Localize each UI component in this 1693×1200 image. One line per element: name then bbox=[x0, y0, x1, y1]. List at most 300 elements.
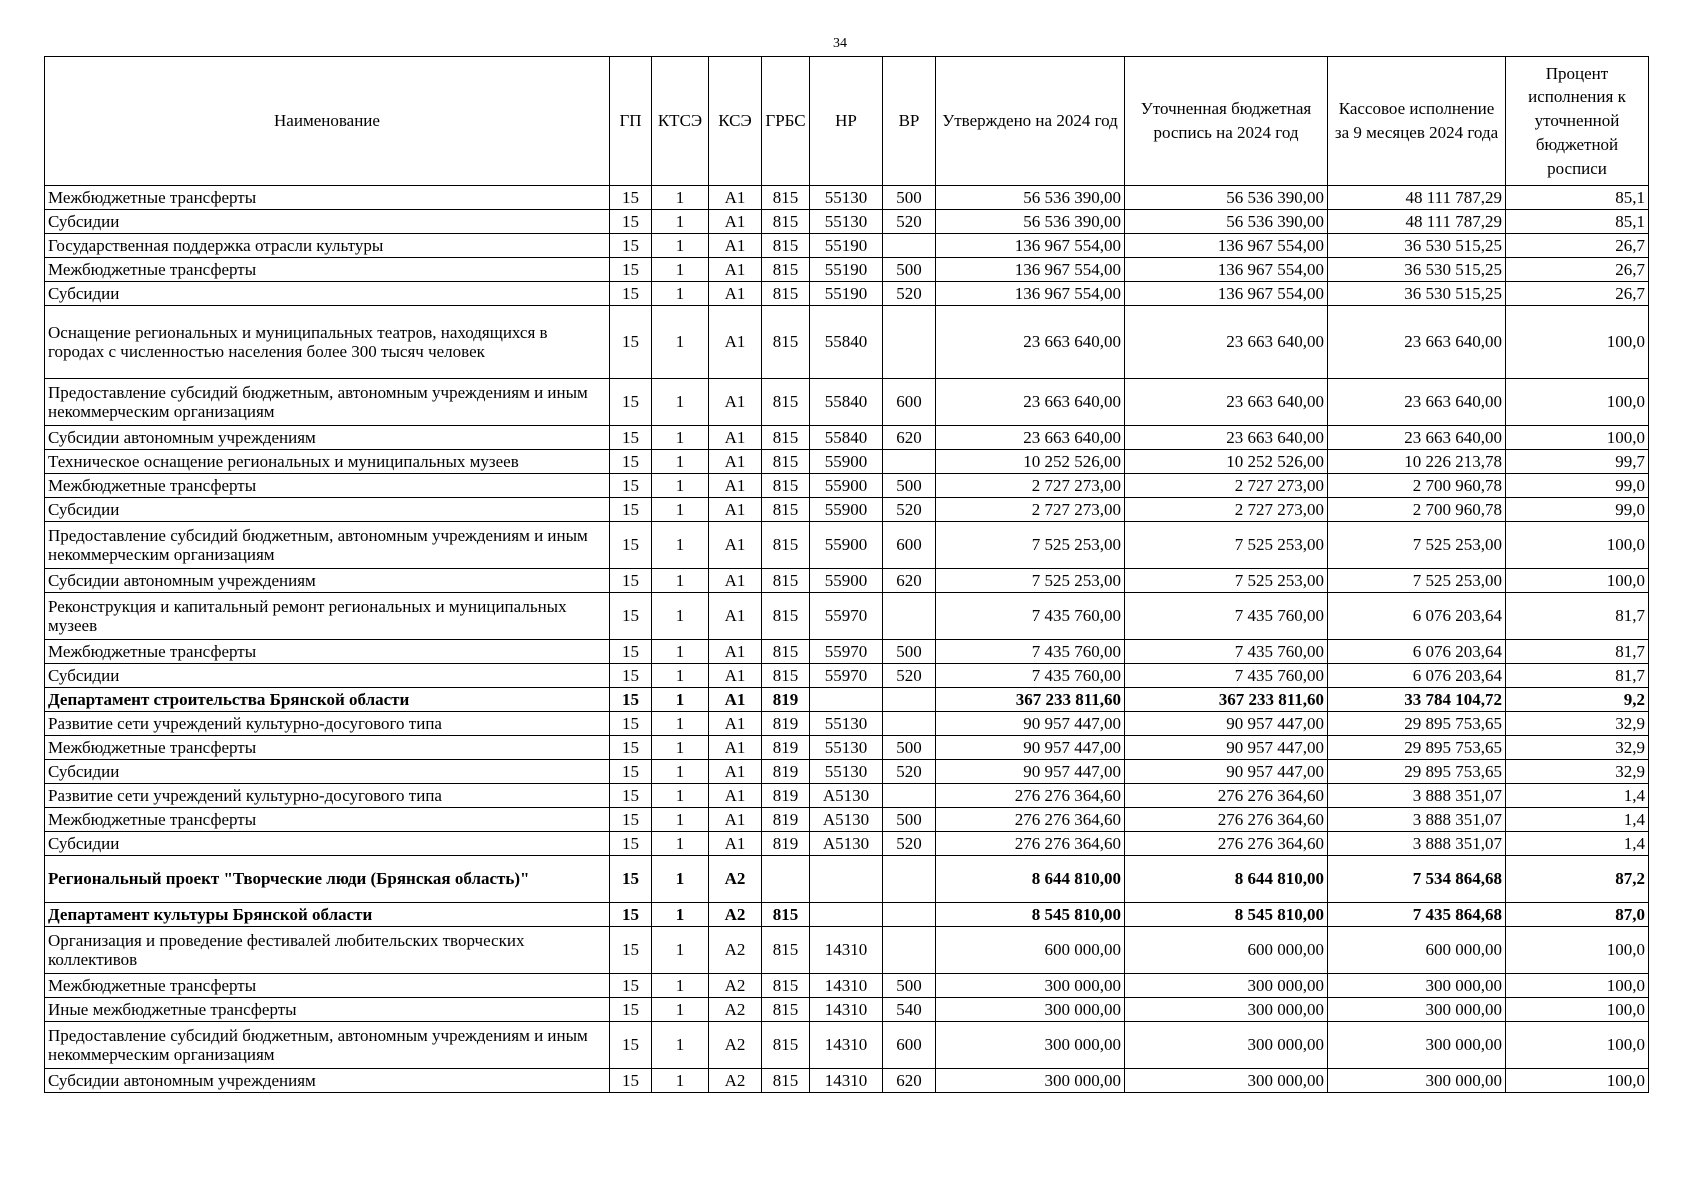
cell-executed: 29 895 753,65 bbox=[1328, 760, 1506, 784]
cell-percent: 81,7 bbox=[1506, 640, 1649, 664]
cell-kse: А1 bbox=[709, 474, 762, 498]
cell-approved: 10 252 526,00 bbox=[936, 450, 1125, 474]
table-row bbox=[45, 760, 1649, 784]
header-kse: КСЭ bbox=[709, 57, 762, 186]
cell-executed: 29 895 753,65 bbox=[1328, 712, 1506, 736]
cell-executed: 2 700 960,78 bbox=[1328, 498, 1506, 522]
cell-kse: А1 bbox=[709, 569, 762, 593]
cell-vr: 620 bbox=[883, 569, 936, 593]
cell-approved: 56 536 390,00 bbox=[936, 186, 1125, 210]
cell-gp: 15 bbox=[610, 688, 652, 712]
cell-gp: 15 bbox=[610, 593, 652, 640]
table-body bbox=[45, 186, 1649, 1093]
cell-grbs: 815 bbox=[762, 234, 810, 258]
cell-vr: 500 bbox=[883, 640, 936, 664]
cell-approved: 300 000,00 bbox=[936, 1022, 1125, 1069]
cell-nr: 55190 bbox=[810, 258, 883, 282]
cell-ktse: 1 bbox=[652, 379, 709, 426]
table-row bbox=[45, 927, 1649, 974]
cell-revised: 7 525 253,00 bbox=[1125, 522, 1328, 569]
header-executed: Кассовое исполнение за 9 месяцев 2024 года bbox=[1328, 57, 1506, 186]
table-row bbox=[45, 474, 1649, 498]
cell-gp: 15 bbox=[610, 927, 652, 974]
cell-nr: 55190 bbox=[810, 282, 883, 306]
cell-ktse: 1 bbox=[652, 306, 709, 379]
table-row bbox=[45, 498, 1649, 522]
cell-gp: 15 bbox=[610, 282, 652, 306]
table-row bbox=[45, 258, 1649, 282]
cell-gp: 15 bbox=[610, 808, 652, 832]
table-row bbox=[45, 856, 1649, 903]
cell-executed: 7 435 864,68 bbox=[1328, 903, 1506, 927]
cell-approved: 7 525 253,00 bbox=[936, 569, 1125, 593]
cell-ktse: 1 bbox=[652, 832, 709, 856]
cell-ktse: 1 bbox=[652, 186, 709, 210]
cell-gp: 15 bbox=[610, 832, 652, 856]
cell-grbs: 815 bbox=[762, 522, 810, 569]
cell-name: Иные межбюджетные трансферты bbox=[45, 998, 610, 1022]
cell-nr: 55970 bbox=[810, 664, 883, 688]
cell-approved: 7 435 760,00 bbox=[936, 640, 1125, 664]
cell-ktse: 1 bbox=[652, 903, 709, 927]
cell-executed: 300 000,00 bbox=[1328, 974, 1506, 998]
cell-percent: 81,7 bbox=[1506, 664, 1649, 688]
cell-grbs: 815 bbox=[762, 998, 810, 1022]
cell-nr: 55900 bbox=[810, 498, 883, 522]
cell-name: Субсидии bbox=[45, 282, 610, 306]
cell-ktse: 1 bbox=[652, 282, 709, 306]
cell-gp: 15 bbox=[610, 379, 652, 426]
cell-approved: 300 000,00 bbox=[936, 974, 1125, 998]
cell-ktse: 1 bbox=[652, 808, 709, 832]
table-row bbox=[45, 569, 1649, 593]
cell-gp: 15 bbox=[610, 736, 652, 760]
cell-executed: 6 076 203,64 bbox=[1328, 640, 1506, 664]
cell-kse: А1 bbox=[709, 522, 762, 569]
cell-executed: 6 076 203,64 bbox=[1328, 664, 1506, 688]
cell-grbs: 819 bbox=[762, 832, 810, 856]
table-row bbox=[45, 688, 1649, 712]
cell-approved: 7 525 253,00 bbox=[936, 522, 1125, 569]
cell-percent: 100,0 bbox=[1506, 426, 1649, 450]
cell-grbs: 815 bbox=[762, 450, 810, 474]
cell-revised: 300 000,00 bbox=[1125, 974, 1328, 998]
cell-grbs: 819 bbox=[762, 760, 810, 784]
cell-gp: 15 bbox=[610, 522, 652, 569]
cell-vr: 520 bbox=[883, 282, 936, 306]
cell-grbs: 819 bbox=[762, 808, 810, 832]
cell-approved: 90 957 447,00 bbox=[936, 712, 1125, 736]
cell-kse: А2 bbox=[709, 903, 762, 927]
cell-ktse: 1 bbox=[652, 784, 709, 808]
cell-ktse: 1 bbox=[652, 736, 709, 760]
cell-approved: 276 276 364,60 bbox=[936, 808, 1125, 832]
cell-ktse: 1 bbox=[652, 998, 709, 1022]
cell-vr bbox=[883, 712, 936, 736]
cell-executed: 300 000,00 bbox=[1328, 1069, 1506, 1093]
table-row bbox=[45, 640, 1649, 664]
table-row bbox=[45, 306, 1649, 379]
cell-vr: 520 bbox=[883, 664, 936, 688]
cell-nr: 55900 bbox=[810, 450, 883, 474]
cell-grbs: 819 bbox=[762, 688, 810, 712]
cell-executed: 36 530 515,25 bbox=[1328, 282, 1506, 306]
header-gp: ГП bbox=[610, 57, 652, 186]
cell-revised: 300 000,00 bbox=[1125, 1022, 1328, 1069]
cell-ktse: 1 bbox=[652, 450, 709, 474]
cell-name: Субсидии автономным учреждениям bbox=[45, 426, 610, 450]
cell-ktse: 1 bbox=[652, 498, 709, 522]
cell-executed: 23 663 640,00 bbox=[1328, 306, 1506, 379]
cell-percent: 100,0 bbox=[1506, 974, 1649, 998]
cell-name: Развитие сети учреждений культурно-досугового типа bbox=[45, 712, 610, 736]
cell-vr: 500 bbox=[883, 186, 936, 210]
cell-vr bbox=[883, 927, 936, 974]
table-row bbox=[45, 426, 1649, 450]
header-nr: НР bbox=[810, 57, 883, 186]
cell-nr: 55840 bbox=[810, 306, 883, 379]
cell-executed: 36 530 515,25 bbox=[1328, 258, 1506, 282]
cell-vr: 500 bbox=[883, 258, 936, 282]
cell-executed: 48 111 787,29 bbox=[1328, 186, 1506, 210]
cell-grbs: 815 bbox=[762, 306, 810, 379]
cell-gp: 15 bbox=[610, 760, 652, 784]
cell-gp: 15 bbox=[610, 210, 652, 234]
cell-name: Предоставление субсидий бюджетным, автономным учреждениям и иным некоммерческим организациям bbox=[45, 379, 610, 426]
cell-vr bbox=[883, 234, 936, 258]
cell-name: Развитие сети учреждений культурно-досугового типа bbox=[45, 784, 610, 808]
cell-name: Межбюджетные трансферты bbox=[45, 808, 610, 832]
cell-percent: 99,0 bbox=[1506, 474, 1649, 498]
cell-vr bbox=[883, 593, 936, 640]
cell-approved: 23 663 640,00 bbox=[936, 426, 1125, 450]
cell-executed: 6 076 203,64 bbox=[1328, 593, 1506, 640]
cell-vr: 620 bbox=[883, 1069, 936, 1093]
table-row bbox=[45, 1069, 1649, 1093]
table-row bbox=[45, 210, 1649, 234]
cell-revised: 2 727 273,00 bbox=[1125, 498, 1328, 522]
cell-grbs: 815 bbox=[762, 903, 810, 927]
cell-percent: 85,1 bbox=[1506, 210, 1649, 234]
cell-kse: А1 bbox=[709, 379, 762, 426]
cell-executed: 3 888 351,07 bbox=[1328, 832, 1506, 856]
cell-name: Субсидии bbox=[45, 498, 610, 522]
cell-kse: А1 bbox=[709, 593, 762, 640]
cell-approved: 23 663 640,00 bbox=[936, 379, 1125, 426]
cell-executed: 300 000,00 bbox=[1328, 998, 1506, 1022]
cell-revised: 276 276 364,60 bbox=[1125, 784, 1328, 808]
cell-name: Межбюджетные трансферты bbox=[45, 974, 610, 998]
cell-grbs: 815 bbox=[762, 379, 810, 426]
cell-revised: 136 967 554,00 bbox=[1125, 258, 1328, 282]
cell-gp: 15 bbox=[610, 998, 652, 1022]
cell-name: Субсидии автономным учреждениям bbox=[45, 1069, 610, 1093]
cell-grbs: 815 bbox=[762, 927, 810, 974]
cell-grbs: 819 bbox=[762, 784, 810, 808]
cell-kse: А1 bbox=[709, 426, 762, 450]
cell-gp: 15 bbox=[610, 903, 652, 927]
cell-revised: 300 000,00 bbox=[1125, 998, 1328, 1022]
header-revised: Уточненная бюджетная роспись на 2024 год bbox=[1125, 57, 1328, 186]
cell-nr: 14310 bbox=[810, 974, 883, 998]
cell-nr: 55840 bbox=[810, 379, 883, 426]
cell-nr: 55970 bbox=[810, 640, 883, 664]
cell-kse: А1 bbox=[709, 640, 762, 664]
cell-name: Предоставление субсидий бюджетным, автономным учреждениям и иным некоммерческим организациям bbox=[45, 1022, 610, 1069]
cell-grbs bbox=[762, 856, 810, 903]
cell-approved: 8 644 810,00 bbox=[936, 856, 1125, 903]
cell-grbs: 815 bbox=[762, 569, 810, 593]
cell-percent: 1,4 bbox=[1506, 832, 1649, 856]
cell-gp: 15 bbox=[610, 974, 652, 998]
cell-kse: А2 bbox=[709, 856, 762, 903]
cell-vr: 600 bbox=[883, 379, 936, 426]
cell-ktse: 1 bbox=[652, 640, 709, 664]
table-row bbox=[45, 784, 1649, 808]
cell-nr: 14310 bbox=[810, 1069, 883, 1093]
cell-approved: 600 000,00 bbox=[936, 927, 1125, 974]
cell-ktse: 1 bbox=[652, 522, 709, 569]
cell-grbs: 815 bbox=[762, 664, 810, 688]
cell-vr: 520 bbox=[883, 760, 936, 784]
cell-gp: 15 bbox=[610, 450, 652, 474]
cell-nr bbox=[810, 903, 883, 927]
cell-percent: 85,1 bbox=[1506, 186, 1649, 210]
cell-nr: 55840 bbox=[810, 426, 883, 450]
cell-vr: 540 bbox=[883, 998, 936, 1022]
cell-nr: 55900 bbox=[810, 569, 883, 593]
cell-revised: 10 252 526,00 bbox=[1125, 450, 1328, 474]
cell-percent: 100,0 bbox=[1506, 379, 1649, 426]
cell-vr: 520 bbox=[883, 832, 936, 856]
cell-approved: 276 276 364,60 bbox=[936, 784, 1125, 808]
cell-kse: А1 bbox=[709, 736, 762, 760]
cell-kse: А1 bbox=[709, 306, 762, 379]
cell-percent: 100,0 bbox=[1506, 998, 1649, 1022]
table-header-row bbox=[45, 57, 1649, 186]
cell-ktse: 1 bbox=[652, 664, 709, 688]
cell-grbs: 815 bbox=[762, 974, 810, 998]
cell-revised: 23 663 640,00 bbox=[1125, 306, 1328, 379]
cell-approved: 90 957 447,00 bbox=[936, 736, 1125, 760]
table-row bbox=[45, 998, 1649, 1022]
cell-name: Межбюджетные трансферты bbox=[45, 258, 610, 282]
cell-percent: 26,7 bbox=[1506, 282, 1649, 306]
cell-kse: А2 bbox=[709, 1069, 762, 1093]
cell-vr bbox=[883, 450, 936, 474]
cell-vr: 500 bbox=[883, 974, 936, 998]
cell-gp: 15 bbox=[610, 569, 652, 593]
cell-executed: 2 700 960,78 bbox=[1328, 474, 1506, 498]
cell-ktse: 1 bbox=[652, 760, 709, 784]
cell-revised: 56 536 390,00 bbox=[1125, 210, 1328, 234]
cell-ktse: 1 bbox=[652, 688, 709, 712]
cell-executed: 23 663 640,00 bbox=[1328, 379, 1506, 426]
header-grbs: ГРБС bbox=[762, 57, 810, 186]
cell-approved: 136 967 554,00 bbox=[936, 234, 1125, 258]
cell-kse: А1 bbox=[709, 784, 762, 808]
cell-vr bbox=[883, 688, 936, 712]
cell-gp: 15 bbox=[610, 306, 652, 379]
cell-approved: 7 435 760,00 bbox=[936, 593, 1125, 640]
cell-percent: 100,0 bbox=[1506, 1022, 1649, 1069]
cell-kse: А1 bbox=[709, 210, 762, 234]
cell-revised: 8 644 810,00 bbox=[1125, 856, 1328, 903]
cell-approved: 300 000,00 bbox=[936, 998, 1125, 1022]
cell-kse: А1 bbox=[709, 234, 762, 258]
cell-name: Межбюджетные трансферты bbox=[45, 640, 610, 664]
cell-percent: 87,0 bbox=[1506, 903, 1649, 927]
cell-kse: А1 bbox=[709, 258, 762, 282]
cell-gp: 15 bbox=[610, 712, 652, 736]
table-row bbox=[45, 903, 1649, 927]
cell-name: Департамент культуры Брянской области bbox=[45, 903, 610, 927]
cell-gp: 15 bbox=[610, 664, 652, 688]
cell-grbs: 819 bbox=[762, 712, 810, 736]
cell-revised: 90 957 447,00 bbox=[1125, 712, 1328, 736]
cell-kse: А1 bbox=[709, 832, 762, 856]
cell-gp: 15 bbox=[610, 498, 652, 522]
header-percent: Процент исполнения к уточненной бюджетной росписи bbox=[1506, 57, 1649, 186]
cell-gp: 15 bbox=[610, 186, 652, 210]
cell-ktse: 1 bbox=[652, 927, 709, 974]
table-row bbox=[45, 736, 1649, 760]
cell-name: Межбюджетные трансферты bbox=[45, 474, 610, 498]
cell-kse: А2 bbox=[709, 1022, 762, 1069]
cell-name: Департамент строительства Брянской области bbox=[45, 688, 610, 712]
cell-revised: 7 435 760,00 bbox=[1125, 640, 1328, 664]
cell-nr: 55130 bbox=[810, 712, 883, 736]
cell-executed: 33 784 104,72 bbox=[1328, 688, 1506, 712]
cell-revised: 2 727 273,00 bbox=[1125, 474, 1328, 498]
cell-revised: 56 536 390,00 bbox=[1125, 186, 1328, 210]
cell-approved: 8 545 810,00 bbox=[936, 903, 1125, 927]
header-name: Наименование bbox=[45, 57, 610, 186]
cell-percent: 32,9 bbox=[1506, 712, 1649, 736]
cell-name: Субсидии bbox=[45, 210, 610, 234]
cell-percent: 1,4 bbox=[1506, 784, 1649, 808]
header-ktse: КТСЭ bbox=[652, 57, 709, 186]
cell-kse: А2 bbox=[709, 927, 762, 974]
cell-nr: 55900 bbox=[810, 522, 883, 569]
cell-percent: 32,9 bbox=[1506, 760, 1649, 784]
cell-nr: 14310 bbox=[810, 998, 883, 1022]
cell-percent: 100,0 bbox=[1506, 306, 1649, 379]
cell-nr: 55130 bbox=[810, 186, 883, 210]
cell-revised: 7 525 253,00 bbox=[1125, 569, 1328, 593]
cell-ktse: 1 bbox=[652, 569, 709, 593]
table-row bbox=[45, 522, 1649, 569]
budget-execution-table bbox=[44, 56, 1649, 1093]
cell-approved: 23 663 640,00 bbox=[936, 306, 1125, 379]
cell-gp: 15 bbox=[610, 258, 652, 282]
cell-vr bbox=[883, 306, 936, 379]
cell-percent: 26,7 bbox=[1506, 234, 1649, 258]
cell-vr: 600 bbox=[883, 522, 936, 569]
table-row bbox=[45, 664, 1649, 688]
cell-grbs: 815 bbox=[762, 474, 810, 498]
cell-gp: 15 bbox=[610, 1022, 652, 1069]
cell-executed: 3 888 351,07 bbox=[1328, 808, 1506, 832]
cell-executed: 7 534 864,68 bbox=[1328, 856, 1506, 903]
table-row bbox=[45, 808, 1649, 832]
cell-executed: 48 111 787,29 bbox=[1328, 210, 1506, 234]
cell-approved: 7 435 760,00 bbox=[936, 664, 1125, 688]
cell-nr: А5130 bbox=[810, 784, 883, 808]
cell-approved: 2 727 273,00 bbox=[936, 474, 1125, 498]
cell-ktse: 1 bbox=[652, 474, 709, 498]
cell-approved: 136 967 554,00 bbox=[936, 282, 1125, 306]
cell-grbs: 815 bbox=[762, 1069, 810, 1093]
cell-name: Региональный проект "Творческие люди (Брянская область)" bbox=[45, 856, 610, 903]
cell-revised: 8 545 810,00 bbox=[1125, 903, 1328, 927]
cell-revised: 7 435 760,00 bbox=[1125, 593, 1328, 640]
cell-nr: 55900 bbox=[810, 474, 883, 498]
cell-gp: 15 bbox=[610, 856, 652, 903]
cell-approved: 300 000,00 bbox=[936, 1069, 1125, 1093]
cell-ktse: 1 bbox=[652, 712, 709, 736]
cell-nr: 55130 bbox=[810, 210, 883, 234]
cell-kse: А2 bbox=[709, 974, 762, 998]
cell-nr bbox=[810, 688, 883, 712]
cell-gp: 15 bbox=[610, 1069, 652, 1093]
cell-executed: 36 530 515,25 bbox=[1328, 234, 1506, 258]
cell-revised: 367 233 811,60 bbox=[1125, 688, 1328, 712]
cell-ktse: 1 bbox=[652, 1069, 709, 1093]
cell-name: Межбюджетные трансферты bbox=[45, 186, 610, 210]
cell-vr: 600 bbox=[883, 1022, 936, 1069]
table-row bbox=[45, 1022, 1649, 1069]
cell-nr: А5130 bbox=[810, 832, 883, 856]
cell-nr: 14310 bbox=[810, 1022, 883, 1069]
cell-name: Государственная поддержка отрасли культуры bbox=[45, 234, 610, 258]
cell-name: Реконструкция и капитальный ремонт региональных и муниципальных музеев bbox=[45, 593, 610, 640]
cell-executed: 23 663 640,00 bbox=[1328, 426, 1506, 450]
cell-ktse: 1 bbox=[652, 856, 709, 903]
cell-percent: 99,7 bbox=[1506, 450, 1649, 474]
cell-name: Субсидии bbox=[45, 832, 610, 856]
cell-nr: А5130 bbox=[810, 808, 883, 832]
cell-approved: 136 967 554,00 bbox=[936, 258, 1125, 282]
table-row bbox=[45, 832, 1649, 856]
table-row bbox=[45, 974, 1649, 998]
cell-grbs: 815 bbox=[762, 258, 810, 282]
cell-kse: А1 bbox=[709, 186, 762, 210]
cell-revised: 90 957 447,00 bbox=[1125, 736, 1328, 760]
cell-gp: 15 bbox=[610, 640, 652, 664]
cell-grbs: 815 bbox=[762, 1022, 810, 1069]
cell-revised: 23 663 640,00 bbox=[1125, 426, 1328, 450]
cell-kse: А1 bbox=[709, 282, 762, 306]
cell-executed: 29 895 753,65 bbox=[1328, 736, 1506, 760]
table-row bbox=[45, 450, 1649, 474]
cell-kse: А1 bbox=[709, 450, 762, 474]
cell-revised: 90 957 447,00 bbox=[1125, 760, 1328, 784]
cell-percent: 100,0 bbox=[1506, 569, 1649, 593]
cell-name: Межбюджетные трансферты bbox=[45, 736, 610, 760]
cell-executed: 300 000,00 bbox=[1328, 1022, 1506, 1069]
cell-nr: 55970 bbox=[810, 593, 883, 640]
cell-percent: 32,9 bbox=[1506, 736, 1649, 760]
cell-nr bbox=[810, 856, 883, 903]
cell-revised: 23 663 640,00 bbox=[1125, 379, 1328, 426]
cell-nr: 55130 bbox=[810, 760, 883, 784]
cell-kse: А2 bbox=[709, 998, 762, 1022]
cell-vr: 500 bbox=[883, 474, 936, 498]
cell-kse: А1 bbox=[709, 498, 762, 522]
table-row bbox=[45, 593, 1649, 640]
cell-ktse: 1 bbox=[652, 974, 709, 998]
